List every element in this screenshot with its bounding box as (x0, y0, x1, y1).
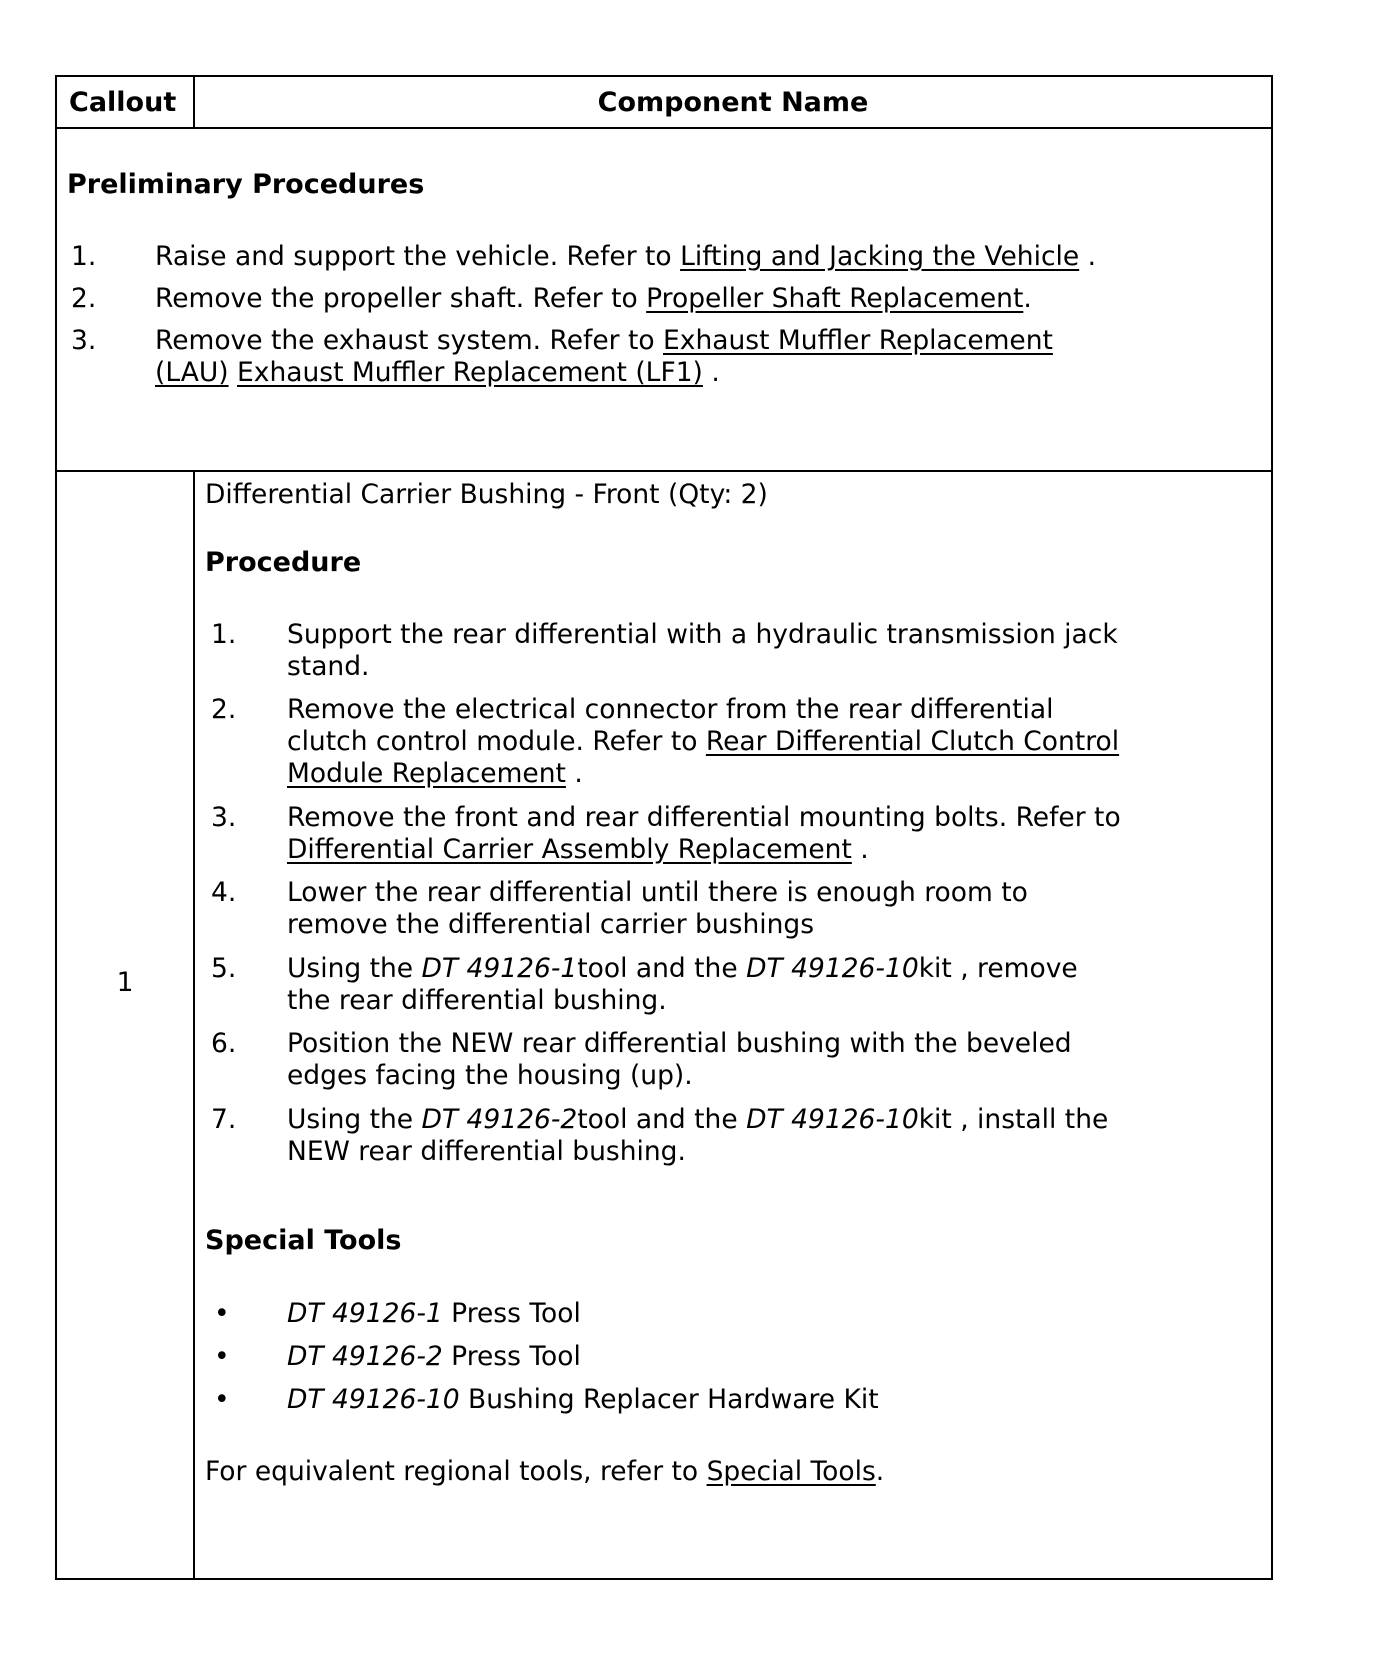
step-number: 4. (211, 877, 237, 908)
link-exhaust-muffler-lau[interactable]: Exhaust Muffler Replacement (663, 325, 1053, 356)
step-text: Remove the electrical connector from the rear differential (287, 694, 1054, 725)
step-text-continued: Module Replacement . (287, 758, 583, 789)
link-clutch-control-module[interactable]: Rear Differential Clutch Control (705, 726, 1120, 757)
step-text: Raise and support the vehicle. Refer to Lifting and Jacking the Vehicle . (155, 241, 1097, 272)
kit-code: DT 49126-10 (746, 1104, 919, 1135)
component-name: Differential Carrier Bushing - Front (Qty: 2) (205, 479, 768, 510)
components-table (55, 75, 1273, 1580)
step-number: 2. (71, 283, 97, 314)
step-text-continued: the rear differential bushing. (287, 985, 667, 1016)
step-text: Using the DT 49126-1tool and the DT 49126-10kit , remove (287, 953, 1078, 984)
kit-code: DT 49126-10 (746, 953, 919, 984)
step-number: 1. (71, 241, 97, 272)
step-text-continued: edges facing the housing (up). (287, 1060, 693, 1091)
step-number: 7. (211, 1104, 237, 1135)
step-number: 3. (71, 325, 97, 356)
link-exhaust-muffler-lf1[interactable]: Exhaust Muffler Replacement (LF1) (237, 357, 703, 388)
step-text-continued: (LAU) Exhaust Muffler Replacement (LF1) . (155, 357, 720, 388)
bullet-icon: • (214, 1298, 230, 1329)
callout-number: 1 (116, 967, 134, 998)
column-header-component: Component Name (597, 87, 869, 118)
step-number: 1. (211, 619, 237, 650)
step-number: 3. (211, 802, 237, 833)
tool-code: DT 49126-1 (421, 953, 578, 984)
link-special-tools[interactable]: Special Tools (706, 1456, 876, 1487)
link-lifting-jacking[interactable]: Lifting and Jacking the Vehicle (680, 241, 1080, 272)
special-tools-heading: Special Tools (205, 1225, 402, 1256)
step-text-continued: remove the differential carrier bushings (287, 909, 815, 940)
column-header-callout: Callout (69, 87, 177, 118)
link-clutch-control-module[interactable]: Module Replacement (287, 758, 566, 789)
step-text: Lower the rear differential until there is enough room to (287, 877, 1028, 908)
step-text: Position the NEW rear differential bushing with the beveled (287, 1028, 1072, 1059)
step-text: Support the rear differential with a hydraulic transmission jack (287, 619, 1118, 650)
link-exhaust-muffler-lau[interactable]: (LAU) (155, 357, 229, 388)
bullet-icon: • (214, 1341, 230, 1372)
step-text-continued: NEW rear differential bushing. (287, 1136, 686, 1167)
tool-text: DT 49126-2 Press Tool (287, 1341, 581, 1372)
step-text: Using the DT 49126-2tool and the DT 49126-10kit , install the (287, 1104, 1109, 1135)
step-text-continued: Differential Carrier Assembly Replacement . (287, 834, 869, 865)
step-text-continued: stand. (287, 651, 370, 682)
link-propeller-shaft[interactable]: Propeller Shaft Replacement (646, 283, 1024, 314)
row-column-divider (193, 470, 195, 1578)
step-number: 6. (211, 1028, 237, 1059)
procedure-heading: Procedure (205, 547, 362, 578)
tool-code: DT 49126-2 (421, 1104, 578, 1135)
bullet-icon: • (214, 1384, 230, 1415)
step-text-continued: clutch control module. Refer to Rear Differential Clutch Control (287, 726, 1120, 757)
step-number: 2. (211, 694, 237, 725)
header-divider (57, 127, 1271, 129)
step-text: Remove the front and rear differential mounting bolts. Refer to (287, 802, 1121, 833)
preliminary-heading: Preliminary Procedures (67, 169, 425, 200)
link-differential-carrier-assembly[interactable]: Differential Carrier Assembly Replacement (287, 834, 852, 865)
tool-text: DT 49126-10 Bushing Replacer Hardware Kit (287, 1384, 879, 1415)
tool-text: DT 49126-1 Press Tool (287, 1298, 581, 1329)
section-divider (57, 470, 1271, 472)
step-text: Remove the exhaust system. Refer to Exhaust Muffler Replacement (155, 325, 1053, 356)
regional-tools-note: For equivalent regional tools, refer to Special Tools. (205, 1456, 885, 1487)
step-number: 5. (211, 953, 237, 984)
step-text: Remove the propeller shaft. Refer to Propeller Shaft Replacement. (155, 283, 1032, 314)
